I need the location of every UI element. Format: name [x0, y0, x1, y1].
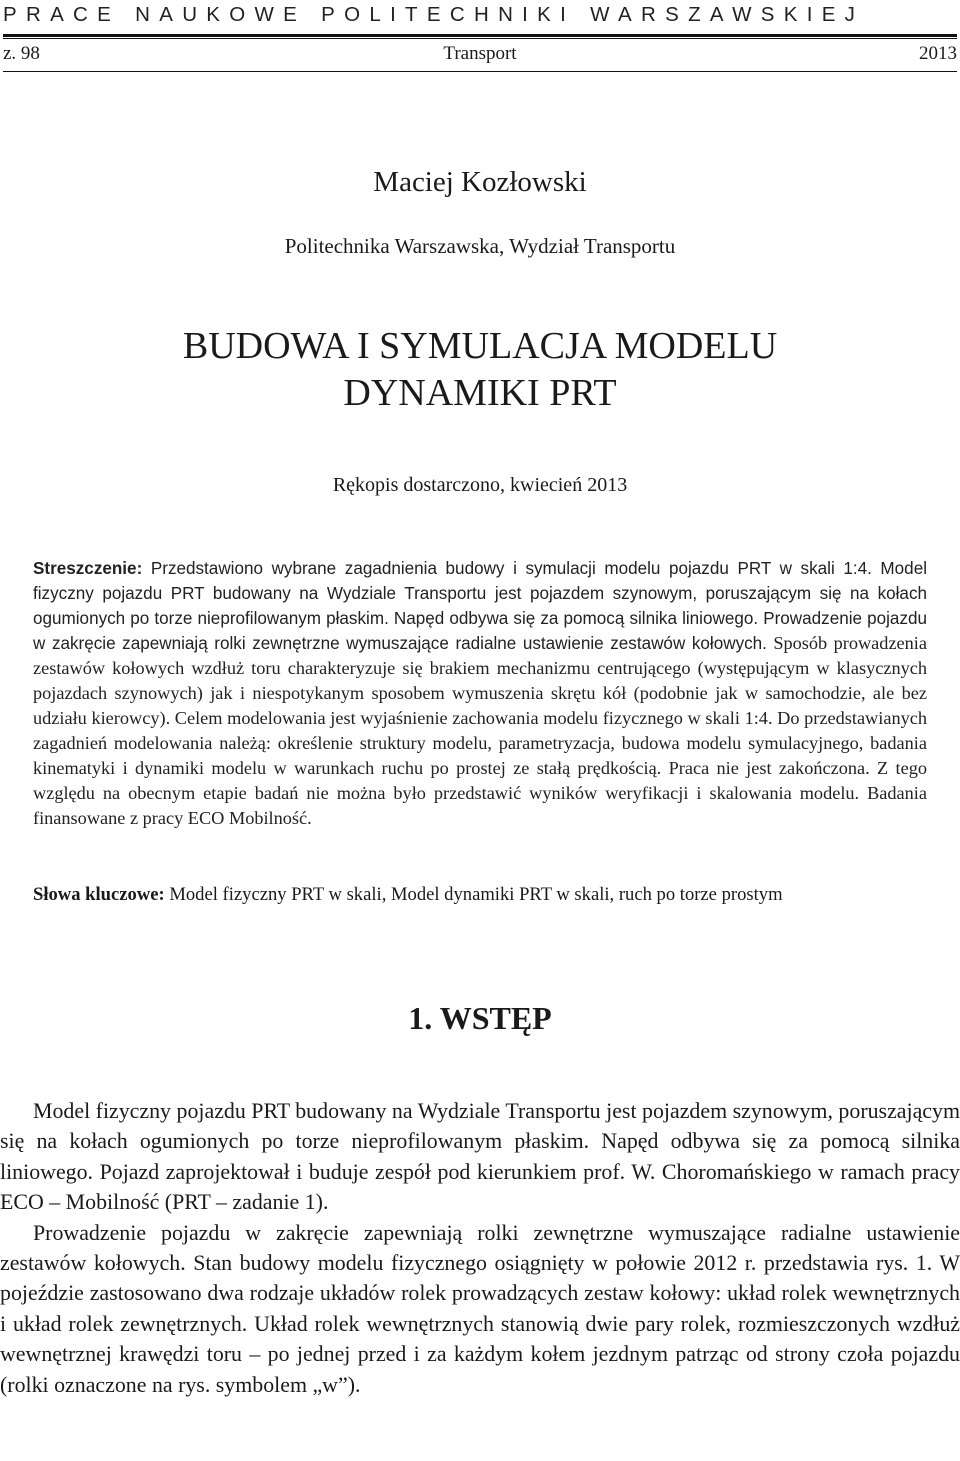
- journal-series: Transport: [443, 43, 517, 64]
- section-body: [0, 1096, 960, 1400]
- abstract-label: Streszczenie:: [33, 559, 143, 578]
- abstract-text: Przedstawiono wybrane zagadnienia budowy i symulacji modelu pojazdu PRT w skali 1:4. Model fizyczny pojazdu PRT budowany na Wydziale Transportu jest pojazdem szynowym, poruszającym się na kołach ogumionych po torze nieprofilowanym płaskim. Napęd odbywa się za pomocą silnika liniowego. Prowadzenie pojazdu w zakręcie zapewniają rolki zewnętrzne wymuszające radialne ustawienie zestawów kołowych.: [33, 559, 927, 653]
- article-title: [0, 323, 960, 417]
- issue-rule: [3, 71, 957, 72]
- issue-number: z. 98: [3, 43, 40, 64]
- keywords: [33, 882, 933, 908]
- author-affiliation: Politechnika Warszawska, Wydział Transportu: [284, 234, 676, 258]
- journal-header: PRACE NAUKOWE POLITECHNIKI WARSZAWSKIEJ: [3, 3, 865, 26]
- publication-year: 2013: [919, 43, 957, 64]
- title-line-1: BUDOWA I SYMULACJA MODELU: [182, 325, 778, 367]
- section-heading: 1. WSTĘP: [408, 1000, 552, 1036]
- header-rule-thick: [3, 34, 957, 37]
- received-date: Rękopis dostarczono, kwiecień 2013: [332, 474, 628, 496]
- header-rule-thin: [3, 38, 957, 39]
- body-paragraph: Model fizyczny pojazdu PRT budowany na Wydziale Transportu jest pojazdem szynowym, poruszającym się na kołach ogumionych po torze nieprofilowanym płaskim. Napęd odbywa się za pomocą silnika liniowego. Pojazd zaprojektował i buduje zespół pod kierunkiem prof. W. Choromańskiego w ramach pracy ECO – Mobilność (PRT – zadanie 1).: [0, 1098, 960, 1215]
- keywords-text: Model fizyczny PRT w skali, Model dynamiki PRT w skali, ruch po torze prostym: [164, 884, 783, 905]
- title-line-2: DYNAMIKI PRT: [343, 372, 617, 414]
- issue-row: [3, 42, 957, 66]
- abstract: [33, 556, 927, 831]
- author-name: Maciej Kozłowski: [373, 166, 587, 198]
- abstract-text-continued: Sposób prowadzenia zestawów kołowych wzdłuż toru charakteryzuje się brakiem mechanizmu centrującego (występującym w klasycznych pojazdach szynowych) jak i niespotykanym sposobem wymuszenia skrętu kół (podobnie jak w samochodzie, ale bez udziału kierowcy). Celem modelowania jest wyjaśnienie zachowania modelu fizycznego w skali 1:4. Do przedstawianych zagadnień modelowania należą: określenie struktury modelu, parametryzacja, budowa modelu symulacyjnego, badania kinematyki i dynamiki modelu w warunkach ruchu po prostej ze stałą prędkością. Praca nie jest zakończona. Z tego względu na obecnym etapie badań nie można było przedstawić wyników weryfikacji i skalowania modelu. Badania finansowane z pracy ECO Mobilność.: [33, 633, 928, 828]
- body-paragraph: Prowadzenie pojazdu w zakręcie zapewniają rolki zewnętrzne wymuszające radialne ustawienie zestawów kołowych. Stan budowy modelu fizycznego osiągnięty w połowie 2012 r. przedstawia rys. 1. W pojeździe zastosowano dwa rodzaje układów rolek prowadzących zestaw kołowy: układ rolek wewnętrznych i układ rolek zewnętrznych. Układ rolek wewnętrznych stanowią dwie pary rolek, rozmieszczonych wzdłuż wewnętrznej krawędzi toru – po jednej przed i za każdym kołem jezdnym patrząc od strony czoła pojazdu (rolki oznaczone na rys. symbolem „w”).: [0, 1219, 960, 1397]
- keywords-label: Słowa kluczowe:: [33, 884, 165, 905]
